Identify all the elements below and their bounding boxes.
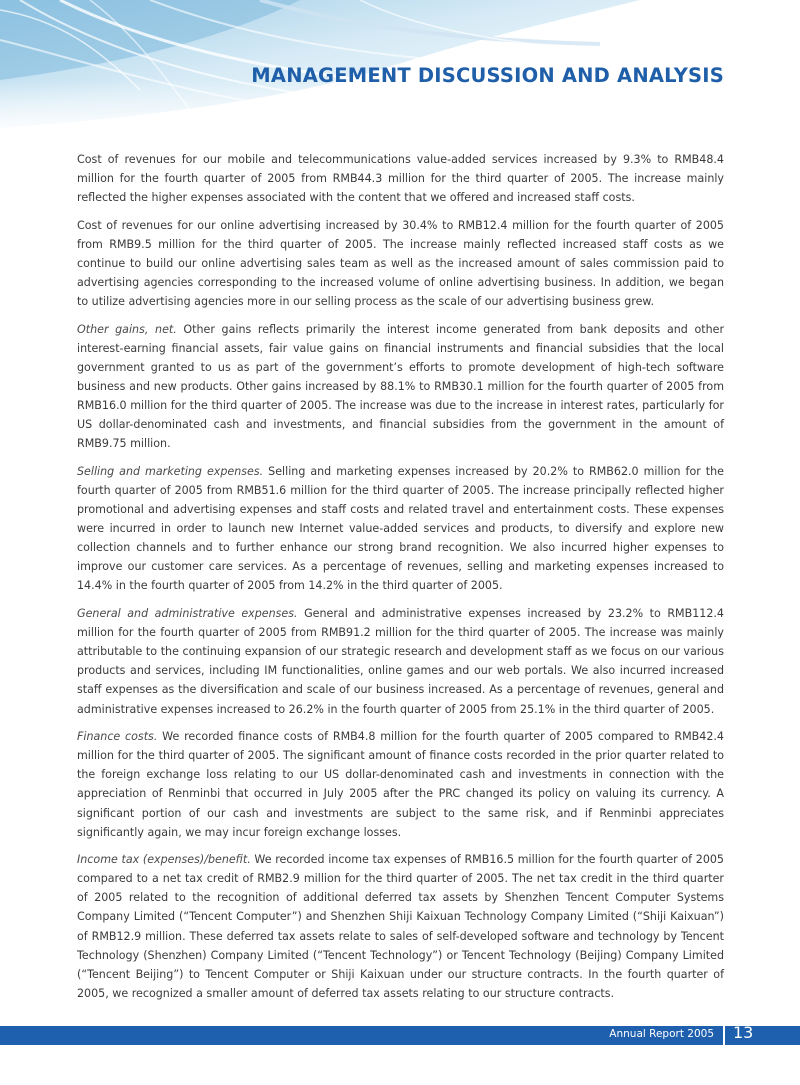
paragraph	[77, 850, 724, 1003]
footer-divider	[723, 1022, 725, 1049]
body-text	[77, 150, 724, 1011]
paragraph	[77, 150, 724, 207]
paragraph-text: Selling and marketing expenses increased by 20.2% to RMB62.0 million for the fourth quarter of 2005 from RMB51.6 million for the third quarter of 2005. The increase principally reflected higher promotional and advertising expenses and staff costs and related travel and entertainment costs. These expenses were incurred in order to launch new Internet value-added services and products, to diversify and explore new collection channels and to further enhance our strong brand recognition. We also incurred higher expenses to improve our customer care services. As a percentage of revenues, selling and marketing expenses increased to 14.4% in the fourth quarter of 2005 from 14.2% in the third quarter of 2005.	[77, 464, 724, 593]
paragraph-lead: Selling and marketing expenses.	[77, 464, 264, 478]
paragraph-lead: General and administrative expenses.	[77, 607, 298, 621]
page-number: 13	[733, 1023, 754, 1042]
paragraph-text: Cost of revenues for our mobile and telecommunications value-added services increased by 9.3% to RMB48.4 million for the fourth quarter of 2005 from RMB44.3 million for the third quarter of 2005. The increase mainly reflected the higher expenses associated with the content that we offered and increased staff costs.	[77, 153, 724, 205]
paragraph	[77, 216, 724, 311]
paragraph-text: We recorded income tax expenses of RMB16.5 million for the fourth quarter of 2005 compared to a net tax credit of RMB2.9 million for the third quarter of 2005. The net tax credit in the third quarter of 2005 related to the recognition of additional deferred tax assets by Shenzhen Tencent Computer Systems Company Limited (“Tencent Computer”) and Shenzhen Shiji Kaixuan Technology Company Limited (“Shiji Kaixuan”) of RMB12.9 million. These deferred tax assets relate to sales of self-developed software and technology by Tencent Technology (Shenzhen) Company Limited (“Tencent Technology”) or Tencent Technology (Beijing) Company Limited (“Tencent Beijing”) to Tencent Computer or Shiji Kaixuan under our structure contracts. In the fourth quarter of 2005, we recognized a smaller amount of deferred tax assets relating to our structure contracts.	[77, 853, 724, 1000]
paragraph	[77, 604, 724, 719]
paragraph-text: General and administrative expenses increased by 23.2% to RMB112.4 million for the fourth quarter of 2005 from RMB91.2 million for the third quarter of 2005. The increase was mainly attributable to the continuing expansion of our strategic research and development staff as we focus on our various products and services, including IM functionalities, online games and our web portals. We also incurred increased staff expenses as the diversification and scale of our business increased. As a percentage of revenues, general and administrative expenses increased to 26.2% in the fourth quarter of 2005 from 25.1% in the third quarter of 2005.	[77, 607, 724, 716]
footer-report-label: Annual Report 2005	[609, 1028, 714, 1040]
paragraph	[77, 727, 724, 842]
paragraph-lead: Income tax (expenses)/benefit.	[77, 853, 251, 867]
paragraph-lead: Other gains, net.	[77, 322, 177, 336]
page-title: MANAGEMENT DISCUSSION AND ANALYSIS	[251, 64, 724, 87]
paragraph-text: Cost of revenues for our online advertising increased by 30.4% to RMB12.4 million for the fourth quarter of 2005 from RMB9.5 million for the third quarter of 2005. The increase mainly reflected increased staff costs as we continue to build our online advertising sales team as well as the increased amount of sales commission paid to advertising agencies corresponding to the increased volume of online advertising business. In addition, we began to utilize advertising agencies more in our selling process as the scale of our advertising business grew.	[77, 218, 724, 309]
paragraph-text: Other gains reflects primarily the interest income generated from bank deposits and other interest-earning financial assets, fair value gains on financial instruments and financial subsidies that the local government granted to us as part of the government’s efforts to promote development of high-tech software business and new products. Other gains increased by 88.1% to RMB30.1 million for the fourth quarter of 2005 from RMB16.0 million for the third quarter of 2005. The increase was due to the increase in interest rates, particularly for US dollar-denominated cash and investments, and financial subsidies from the government in the amount of RMB9.75 million.	[77, 322, 725, 451]
paragraph	[77, 462, 724, 596]
paragraph-lead: Finance costs.	[77, 730, 158, 744]
paragraph	[77, 320, 724, 454]
paragraph-text: We recorded finance costs of RMB4.8 million for the fourth quarter of 2005 compared to RMB42.4 million for the third quarter of 2005. The significant amount of finance costs recorded in the prior quarter related to the foreign exchange loss relating to our US dollar-denominated cash and investments in connection with the appreciation of Renminbi that occurred in July 2005 after the PRC changed its policy on valuing its currency. A significant portion of our cash and investments are subject to the same risk, and if Renminbi appreciates significantly again, we may incur foreign exchange losses.	[77, 730, 724, 839]
